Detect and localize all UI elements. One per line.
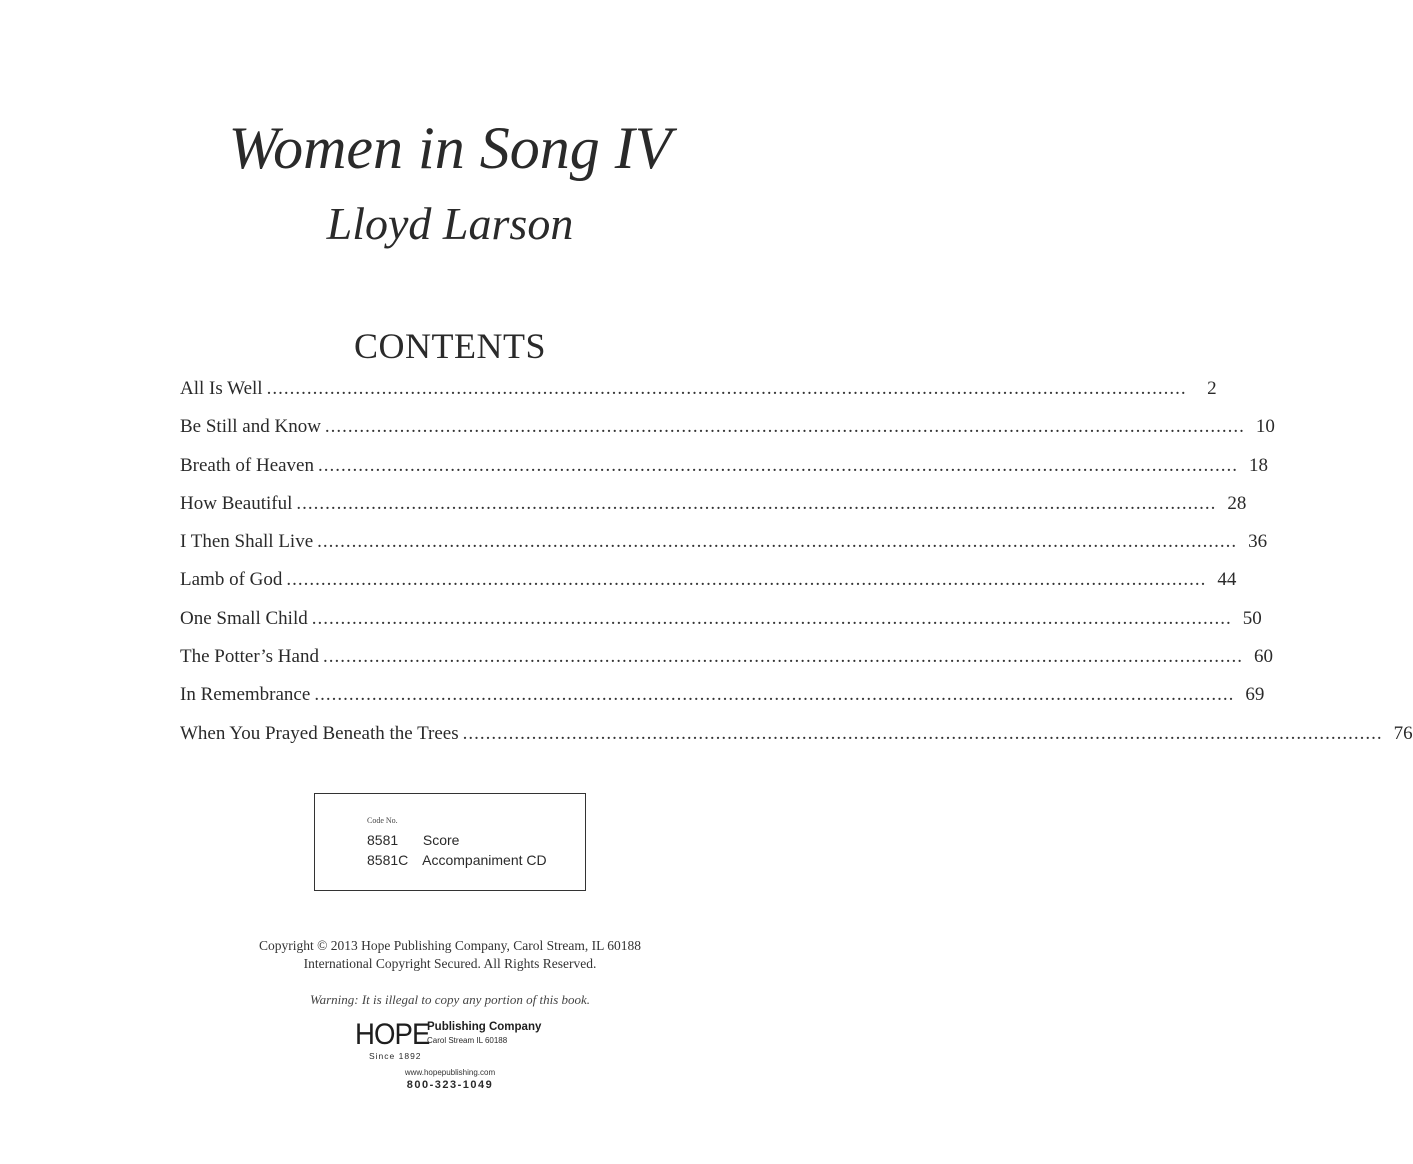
toc-entry-title: The Potter’s Hand bbox=[180, 646, 319, 668]
toc-entry-page: 28 bbox=[1227, 492, 1247, 514]
logo-publisher-name: Publishing Company bbox=[427, 1021, 542, 1033]
copyright-notice bbox=[0, 937, 900, 973]
toc-dot-leader: ................................................................................................................................................................ bbox=[324, 416, 1245, 438]
code-description: Accompaniment CD bbox=[422, 852, 547, 868]
toc-entry bbox=[180, 563, 1237, 601]
toc-entry-page: 50 bbox=[1242, 607, 1262, 629]
toc-entry-title: Lamb of God bbox=[180, 569, 283, 591]
toc-entry bbox=[180, 372, 1217, 410]
toc-entry-title: Be Still and Know bbox=[180, 416, 321, 438]
code-label: Code No. bbox=[367, 816, 398, 825]
toc-entry-title: How Beautiful bbox=[180, 492, 293, 514]
toc-dot-leader: ................................................................................................................................................................ bbox=[317, 531, 1238, 553]
toc-entry-title: One Small Child bbox=[180, 607, 308, 629]
rights-line: International Copyright Secured. All Rights Reserved. bbox=[303, 956, 597, 971]
toc-entry-page: 69 bbox=[1245, 684, 1265, 706]
toc-entry-page: 44 bbox=[1217, 569, 1237, 591]
composer-name: Lloyd Larson bbox=[326, 198, 574, 249]
code-row bbox=[367, 832, 459, 848]
toc-dot-leader: ................................................................................................................................................................ bbox=[318, 454, 1238, 476]
code-row bbox=[367, 852, 547, 868]
toc-entry-page: 60 bbox=[1253, 646, 1273, 668]
toc-entry-title: In Remembrance bbox=[180, 684, 311, 706]
toc-dot-leader: ................................................................................................................................................................ bbox=[311, 607, 1232, 629]
toc-entry bbox=[180, 525, 1268, 563]
toc-entry bbox=[180, 487, 1247, 525]
toc-entry-page: 10 bbox=[1255, 416, 1275, 438]
toc-entry bbox=[180, 410, 1275, 448]
toc-entry-title: All Is Well bbox=[180, 378, 263, 399]
publisher-logo bbox=[355, 1018, 555, 1064]
toc-dot-leader: ................................................................................................................................................................ bbox=[462, 722, 1383, 744]
code-description: Score bbox=[422, 832, 460, 848]
toc-entry bbox=[180, 678, 1265, 716]
toc-dot-leader: ................................................................................................................................................................ bbox=[322, 646, 1243, 668]
toc-dot-leader: ................................................................................................................................................................ bbox=[314, 684, 1235, 706]
toc-dot-leader: ................................................................................................................................................................ bbox=[286, 569, 1207, 591]
toc-entry bbox=[180, 449, 1268, 487]
toc-dot-leader: ................................................................................................................................................................ bbox=[266, 378, 1187, 399]
copy-warning: Warning: It is illegal to copy any portion of this book. bbox=[309, 992, 591, 1007]
toc-dot-leader: ................................................................................................................................................................ bbox=[296, 492, 1217, 514]
contents-heading: CONTENTS bbox=[354, 326, 546, 366]
toc-entry-page: 76 bbox=[1393, 722, 1413, 744]
publisher-phone: 800-323-1049 bbox=[406, 1079, 494, 1091]
product-code-box bbox=[314, 793, 586, 891]
toc-entry-title: I Then Shall Live bbox=[180, 531, 314, 553]
table-of-contents bbox=[180, 372, 1413, 755]
toc-entry-title: Breath of Heaven bbox=[180, 454, 314, 476]
toc-entry-page: 18 bbox=[1249, 454, 1268, 476]
copyright-line: Copyright © 2013 Hope Publishing Company, Carol Stream, IL 60188 bbox=[259, 938, 641, 953]
logo-location: Carol Stream IL 60188 bbox=[427, 1036, 508, 1045]
toc-entry-page: 36 bbox=[1248, 531, 1268, 553]
book-title: Women in Song IV bbox=[228, 115, 672, 181]
publisher-website[interactable]: www.hopepublishing.com bbox=[404, 1068, 496, 1077]
code-number: 8581 bbox=[367, 832, 399, 848]
code-number: 8581C bbox=[367, 852, 409, 868]
toc-entry-title: When You Prayed Beneath the Trees bbox=[180, 722, 459, 744]
toc-entry bbox=[180, 640, 1273, 678]
toc-entry-page: 2 bbox=[1207, 378, 1217, 399]
toc-entry bbox=[180, 602, 1262, 640]
toc-entry bbox=[180, 717, 1413, 755]
logo-since: Since 1892 bbox=[369, 1051, 422, 1061]
logo-wordmark: HOPE bbox=[355, 1018, 430, 1051]
